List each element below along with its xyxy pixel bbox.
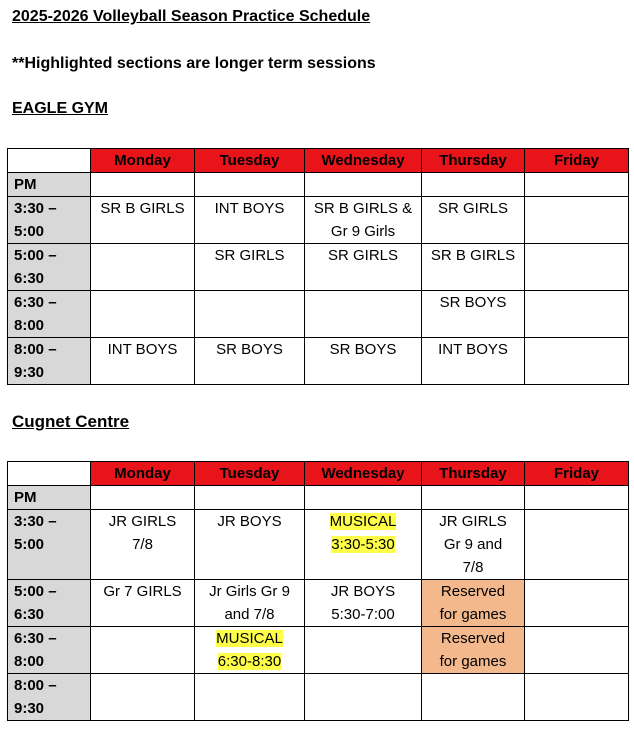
empty-cell xyxy=(91,173,195,197)
empty-cell xyxy=(525,197,629,244)
session-cell xyxy=(91,338,195,385)
time-slot-label xyxy=(8,580,91,627)
session-cell xyxy=(91,197,195,244)
session-line: SR GIRLS xyxy=(437,200,509,217)
empty-cell xyxy=(525,580,629,627)
session-cell xyxy=(305,580,422,627)
highlighted-session-cell xyxy=(305,510,422,580)
empty-cell xyxy=(195,674,305,721)
session-cell xyxy=(422,338,525,385)
empty-cell xyxy=(525,674,629,721)
session-line: MUSICAL xyxy=(329,513,397,530)
time-row-630 xyxy=(8,291,629,338)
cugnet-centre-schedule-table xyxy=(7,461,629,721)
highlighted-session-cell xyxy=(195,627,305,674)
day-header-thursday: Thursday xyxy=(422,149,525,173)
table-header-row xyxy=(8,149,629,173)
time-slot-label xyxy=(8,627,91,674)
session-line: JR BOYS xyxy=(217,513,282,530)
empty-cell xyxy=(305,486,422,510)
empty-cell xyxy=(525,338,629,385)
time-line: 3:30 – xyxy=(14,513,57,530)
empty-cell xyxy=(91,627,195,674)
session-line: SR GIRLS xyxy=(327,247,399,264)
empty-cell xyxy=(525,486,629,510)
empty-cell xyxy=(305,674,422,721)
time-slot-label xyxy=(8,291,91,338)
section-title-eagle-gym: EAGLE GYM xyxy=(12,100,109,117)
pm-row xyxy=(8,486,629,510)
session-cell xyxy=(422,510,525,580)
page-title: 2025-2026 Volleyball Season Practice Schedule xyxy=(12,8,371,25)
day-header-monday: Monday xyxy=(91,149,195,173)
empty-cell xyxy=(91,291,195,338)
day-header-thursday: Thursday xyxy=(422,462,525,486)
day-header-tuesday: Tuesday xyxy=(195,462,305,486)
time-line: 5:00 xyxy=(14,223,45,240)
session-line: INT BOYS xyxy=(214,200,285,217)
session-cell xyxy=(195,580,305,627)
time-line: 6:30 xyxy=(14,606,45,623)
time-line: 8:00 – xyxy=(14,677,57,694)
session-line: Jr Girls Gr 9 xyxy=(209,583,290,600)
corner-cell xyxy=(8,149,91,173)
session-line: Reserved xyxy=(440,583,506,600)
session-cell xyxy=(195,510,305,580)
time-row-800 xyxy=(8,338,629,385)
time-line: 8:00 xyxy=(14,317,45,334)
time-row-500 xyxy=(8,244,629,291)
session-line: SR B GIRLS xyxy=(430,247,516,264)
time-line: 5:00 xyxy=(14,536,45,553)
empty-cell xyxy=(91,244,195,291)
day-header-wednesday: Wednesday xyxy=(305,462,422,486)
session-line: and 7/8 xyxy=(224,606,275,623)
session-line: for games xyxy=(439,606,507,623)
empty-cell xyxy=(305,627,422,674)
time-line: 8:00 xyxy=(14,653,45,670)
empty-cell xyxy=(195,486,305,510)
day-header-wednesday: Wednesday xyxy=(305,149,422,173)
time-line: 3:30 – xyxy=(14,200,57,217)
time-row-330 xyxy=(8,197,629,244)
pm-row xyxy=(8,173,629,197)
session-cell xyxy=(305,197,422,244)
session-line: 6:30-8:30 xyxy=(217,653,282,670)
session-line: 7/8 xyxy=(132,536,153,553)
time-line: 5:00 – xyxy=(14,247,57,264)
empty-cell xyxy=(525,291,629,338)
day-header-friday: Friday xyxy=(525,462,629,486)
session-line: SR BOYS xyxy=(329,341,397,358)
session-line: SR GIRLS xyxy=(214,247,285,264)
session-line: JR BOYS xyxy=(330,583,396,600)
time-line: 6:30 xyxy=(14,270,45,287)
session-line: 5:30-7:00 xyxy=(331,606,395,623)
session-line: 7/8 xyxy=(462,559,484,576)
empty-cell xyxy=(525,173,629,197)
session-line: Gr 9 and xyxy=(443,536,503,553)
session-cell xyxy=(305,244,422,291)
empty-cell xyxy=(195,173,305,197)
table-header-row xyxy=(8,462,629,486)
session-cell xyxy=(91,580,195,627)
session-line: for games xyxy=(439,653,507,670)
time-line: 6:30 – xyxy=(14,294,57,311)
session-cell xyxy=(91,510,195,580)
empty-cell xyxy=(422,173,525,197)
time-slot-label xyxy=(8,244,91,291)
session-line: Gr 7 GIRLS xyxy=(103,583,182,600)
day-header-monday: Monday xyxy=(91,462,195,486)
session-line: JR GIRLS xyxy=(108,513,177,530)
time-slot-label xyxy=(8,510,91,580)
empty-cell xyxy=(195,291,305,338)
session-cell xyxy=(305,338,422,385)
session-cell xyxy=(422,244,525,291)
section-title-cugnet-centre: Cugnet Centre xyxy=(12,412,130,431)
time-row-800 xyxy=(8,674,629,721)
time-slot-label xyxy=(8,197,91,244)
empty-cell xyxy=(422,674,525,721)
session-line: SR BOYS xyxy=(439,294,507,311)
empty-cell xyxy=(305,291,422,338)
session-line: Reserved xyxy=(440,630,506,647)
empty-cell xyxy=(422,486,525,510)
empty-cell xyxy=(525,510,629,580)
session-line: MUSICAL xyxy=(216,630,283,647)
session-line: SR B GIRLS xyxy=(100,200,185,217)
session-line: INT BOYS xyxy=(107,341,178,358)
session-line: JR GIRLS xyxy=(439,513,507,530)
time-line: 6:30 – xyxy=(14,630,57,647)
session-cell xyxy=(195,197,305,244)
empty-cell xyxy=(91,674,195,721)
time-row-330 xyxy=(8,510,629,580)
time-line: 8:00 – xyxy=(14,341,57,358)
session-line: SR BOYS xyxy=(216,341,283,358)
session-line: SR B GIRLS & xyxy=(313,200,413,217)
session-cell xyxy=(195,338,305,385)
time-row-630 xyxy=(8,627,629,674)
pm-label: PM xyxy=(8,173,91,197)
session-line: Gr 9 Girls xyxy=(330,223,396,240)
eagle-gym-schedule-table xyxy=(7,148,629,385)
empty-cell xyxy=(91,486,195,510)
day-header-friday: Friday xyxy=(525,149,629,173)
day-header-tuesday: Tuesday xyxy=(195,149,305,173)
time-line: 5:00 – xyxy=(14,583,57,600)
session-cell xyxy=(195,244,305,291)
empty-cell xyxy=(525,627,629,674)
pm-label: PM xyxy=(8,486,91,510)
reserved-cell xyxy=(422,580,525,627)
session-cell xyxy=(422,197,525,244)
empty-cell xyxy=(305,173,422,197)
time-line: 9:30 xyxy=(14,364,45,381)
session-cell xyxy=(422,291,525,338)
session-line: INT BOYS xyxy=(438,341,508,358)
time-line: 9:30 xyxy=(14,700,45,717)
time-slot-label xyxy=(8,338,91,385)
time-slot-label xyxy=(8,674,91,721)
highlight-note: **Highlighted sections are longer term sessions xyxy=(12,55,376,72)
reserved-cell xyxy=(422,627,525,674)
corner-cell xyxy=(8,462,91,486)
session-line: 3:30-5:30 xyxy=(331,536,395,553)
time-row-500 xyxy=(8,580,629,627)
empty-cell xyxy=(525,244,629,291)
